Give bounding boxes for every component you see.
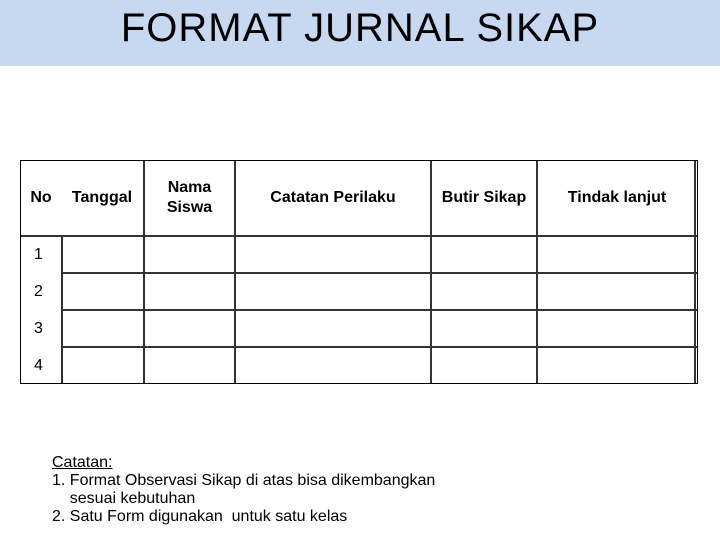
notes-line: 1. Format Observasi Sikap di atas bisa dikembangkan xyxy=(52,472,436,489)
header-nama-siswa xyxy=(145,161,234,235)
row-number: 2 xyxy=(34,282,43,300)
row-divider xyxy=(61,346,697,348)
header-tindak-lanjut: Tindak lanjut xyxy=(567,189,667,206)
header-nama-line2: Siswa xyxy=(166,199,213,216)
row-divider xyxy=(61,272,697,274)
row-number: 1 xyxy=(34,245,43,263)
header-no: No xyxy=(30,189,52,206)
header-butir-sikap: Butir Sikap xyxy=(441,189,527,206)
page-title: FORMAT JURNAL SIKAP xyxy=(120,6,600,50)
header-tanggal: Tanggal xyxy=(71,189,133,206)
notes-line: 2. Satu Form digunakan untuk satu kelas xyxy=(52,508,348,525)
row-number: 4 xyxy=(34,356,43,374)
row-divider xyxy=(21,235,697,237)
notes-heading: Catatan: xyxy=(52,454,113,471)
notes-block xyxy=(52,454,552,526)
header-nama-line1: Nama xyxy=(167,179,212,196)
header-catatan-perilaku: Catatan Perilaku xyxy=(270,189,396,206)
notes-line: sesuai kebutuhan xyxy=(52,490,196,507)
column-divider xyxy=(61,237,63,383)
attitude-journal-table xyxy=(20,160,698,384)
row-divider xyxy=(61,309,697,311)
row-number: 3 xyxy=(34,319,43,337)
